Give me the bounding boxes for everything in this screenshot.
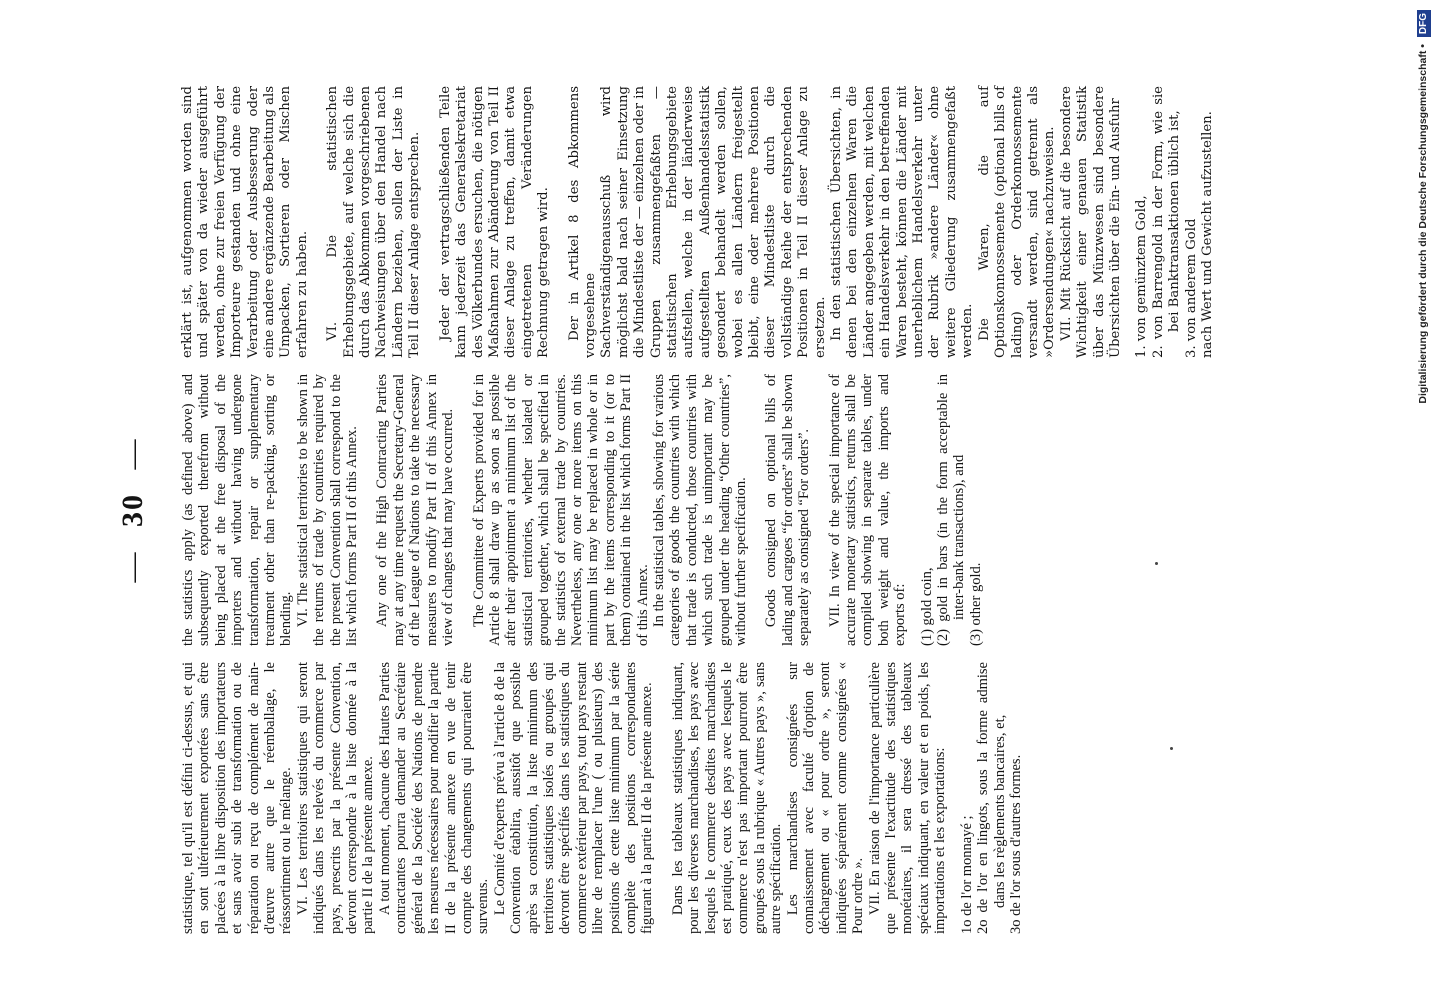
header-dash-left: — (116, 550, 149, 583)
french-gold-list (959, 662, 1025, 934)
french-paragraph: Les marchandises consignées sur connaissement avec faculté d'option de déchargement ou « pour ordre », seront indiquées séparément comme consignées « Pour ordre ». (784, 662, 867, 934)
english-paragraph: VII. In view of the special importance of accurate monetary statistics, returns shall be compiled showing in separate tables, under both weight and value, the imports and exports of: (826, 374, 909, 646)
list-item: (3) other gold. (967, 562, 984, 646)
list-item: 2o de l'or en lingots, sous la forme admise dans les règlements bancaires, et, (975, 662, 1008, 934)
digitization-credit (1416, 10, 1430, 702)
list-item: (2) gold in bars (in the form acceptable in inter-bank transactions), and (935, 374, 968, 646)
english-paragraph: VI. The statistical territories to be shown in the returns of trade by countries required by the present Convention shall correspond to the list which forms Part II of this Annex. (294, 374, 361, 646)
french-paragraph: statistique, tel qu'il est défini ci-dessus, et qui en sont ultérieurement exportées sans être placées à la libre disposition des importateurs et sans avoir subi de transformation ou de réparation ou reçu de complément de main-d'œuvre autre que le réemballage, le réassortiment ou le mélange. (180, 662, 295, 934)
german-closing-line: nach Wert und Gewicht aufzustellen. (1199, 111, 1215, 358)
document-page (80, 60, 1350, 960)
scan-speck (1170, 747, 1173, 750)
english-paragraph: Goods consigned on optional bills of lading and cargoes “for orders” shall be shown separately as consigned “For orders”. (763, 374, 813, 646)
english-paragraph: The Committee of Experts provided for in Article 8 shall draw up as soon as possible after their appointment a minimum list of the statistical territories, whether isolated or grouped together, which shall be specified in the statistics of external trade by countries. Nevertheless, any one or more items on this minimum list may be replaced in whole or in part by the items corresponding to it (or to them) contained in the list which forms Part II of this Annex. (470, 374, 651, 646)
german-paragraph: Die Waren, die auf Optionskonnossemente (optional bills of lading) oder Orderkonnossemente versandt werden, sind getrennt als »Ordersendungen« nachzuweisen. (976, 86, 1058, 358)
page-number-header (116, 60, 150, 960)
list-item: 3o de l'or sous d'autres formes. (1007, 754, 1024, 934)
english-gold-list (919, 374, 985, 646)
credit-text: Digitalisierung gefördert durch die Deutsche Forschungsgemeinschaft (1417, 50, 1429, 404)
german-paragraph: VI. Die statistischen Erhebungsgebiete, auf welche sich die durch das Abkommen vorgeschriebenen Nachweisungen über den Handel nach Ländern beziehen, sollen der Liste in Teil II dieser Anlage entsprechen. (325, 86, 423, 358)
french-column (180, 662, 1024, 934)
list-item: (1) gold coin, (918, 567, 935, 646)
german-paragraph: Der in Artikel 8 des Abkommens vorgesehene Sachverständigenausschuß wird möglichst bald nach seiner Einsetzung die Mindestliste der — einzelnen oder in Gruppen zusammengefaßten — statistischen Erhebungsgebiete aufstellen, welche in der länderweise aufgestellten Außenhandelsstatistik gesondert behandelt werden sollen, wobei es allen Ländern freigestellt bleibt, eine oder mehrere Positionen dieser Mindestliste durch die vollständige Reihe der entsprechenden Positionen in Teil II dieser Anlage zu ersetzen. (566, 86, 828, 358)
german-gold-list (1134, 86, 1200, 358)
french-paragraph: Le Comité d'experts prévu à l'article 8 de la Convention établira, aussitôt que possible après sa constitution, la liste minimum des territoires statistiques isolés ou groupés qui devront être spécifiés dans les statistiques du commerce extérieur par pays, tout pays restant libre de remplacer l'une ( ou plusieurs) des positions de cette liste minimum par la série complète des positions correspondantes figurant à la partie II de la présente annexe. (491, 662, 656, 934)
list-item: 3. von anderem Gold (1183, 218, 1199, 358)
list-item: 1o de l'or monnayé ; (958, 815, 975, 934)
german-column (180, 86, 1216, 358)
german-paragraph: VII. Mit Rücksicht auf die besondere Wichtigkeit einer genauen Statistik über das Münzwesen sind besondere Übersichten über die Ein- und Ausfuhr (1058, 86, 1123, 358)
german-paragraph: In den statistischen Übersichten, in denen bei den einzelnen Waren die Länder angegeben werden, mit welchen ein Handelsverkehr in den betreffenden Waren besteht, können die Länder mit unerheblichem Handelsverkehr unter der Rubrik »andere Länder« ohne weitere Gliederung zusammengefaßt werden. (829, 86, 976, 358)
list-item: 2. von Barrengold in der Form, wie sie bei Banktransaktionen üblich ist, (1150, 86, 1183, 358)
english-paragraph: Any one of the High Contracting Parties may at any time request the Secretary-General of the League of Nations to take the necessary measures to modify Part II of this Annex in view of changes that may have occurred. (374, 374, 457, 646)
scan-speck (1155, 562, 1158, 565)
page-number: 30 (116, 493, 149, 527)
french-paragraph: A tout moment, chacune des Hautes Parties contractantes pourra demander au Secrétaire général de la Société des Nations de prendre les mesures nécessaires pour modifier la partie II de la présente annexe en vue de tenir compte des changements qui pourraient être survenus. (376, 662, 492, 934)
dfg-logo: DFG (1417, 10, 1431, 37)
german-paragraph: Jeder der vertragschließenden Teile kann jederzeit das Generalsekretariat des Völkerbundes ersuchen, die nötigen Maßnahmen zur Abänderung von Teil II dieser Anlage zu treffen, damit etwa eingetretenen Veränderungen Rechnung getragen wird. (437, 86, 552, 358)
credit-separator: • (1417, 44, 1429, 48)
list-item: 1. von gemünztem Gold, (1134, 195, 1150, 358)
header-dash-right: — (116, 437, 149, 470)
french-paragraph: VII. En raison de l'importance particulière que présente l'exactitude des statistiques monétaires, il sera dressé des tableaux spéciaux indiquant, en valeur et en poids, les importations et les exportations: (866, 662, 949, 934)
french-paragraph: Dans les tableaux statistiques indiquant, pour les diverses marchandises, les pays avec lesquels le commerce desdites marchandises est pratiqué, ceux des pays avec lesquels le commerce n'est pas important pourront être groupés sous la rubrique « Autres pays », sans autre spécification. (669, 662, 785, 934)
french-paragraph: VI. Les territoires statistiques qui seront indiqués dans les relevés du commerce par pays, prescrits par la présente Convention, devront correspondre à la liste donnée à la partie II de la présente annexe. (294, 662, 377, 934)
english-paragraph: In the statistical tables, showing for various categories of goods the countries with which that trade is conducted, those countries with which such trade is unimportant may be grouped under the heading “Other countries”, without further specification. (650, 374, 749, 646)
german-paragraph: erklärt ist, aufgenommen worden sind und später von da wieder ausgeführt werden, ohne zur freien Verfügung der Importeure gestanden und ohne eine Verarbeitung oder Ausbesserung oder eine andere ergänzende Bearbeitung als Umpacken, Sortieren oder Mischen erfahren zu haben. (180, 86, 310, 358)
english-paragraph: the statistics apply (as defined above) and subsequently exported therefrom without being placed at the free disposal of the importers and without having undergone transformation, repair or supplementary treatment other than re-packing, sorting or blending. (180, 374, 295, 646)
english-column (180, 374, 984, 646)
